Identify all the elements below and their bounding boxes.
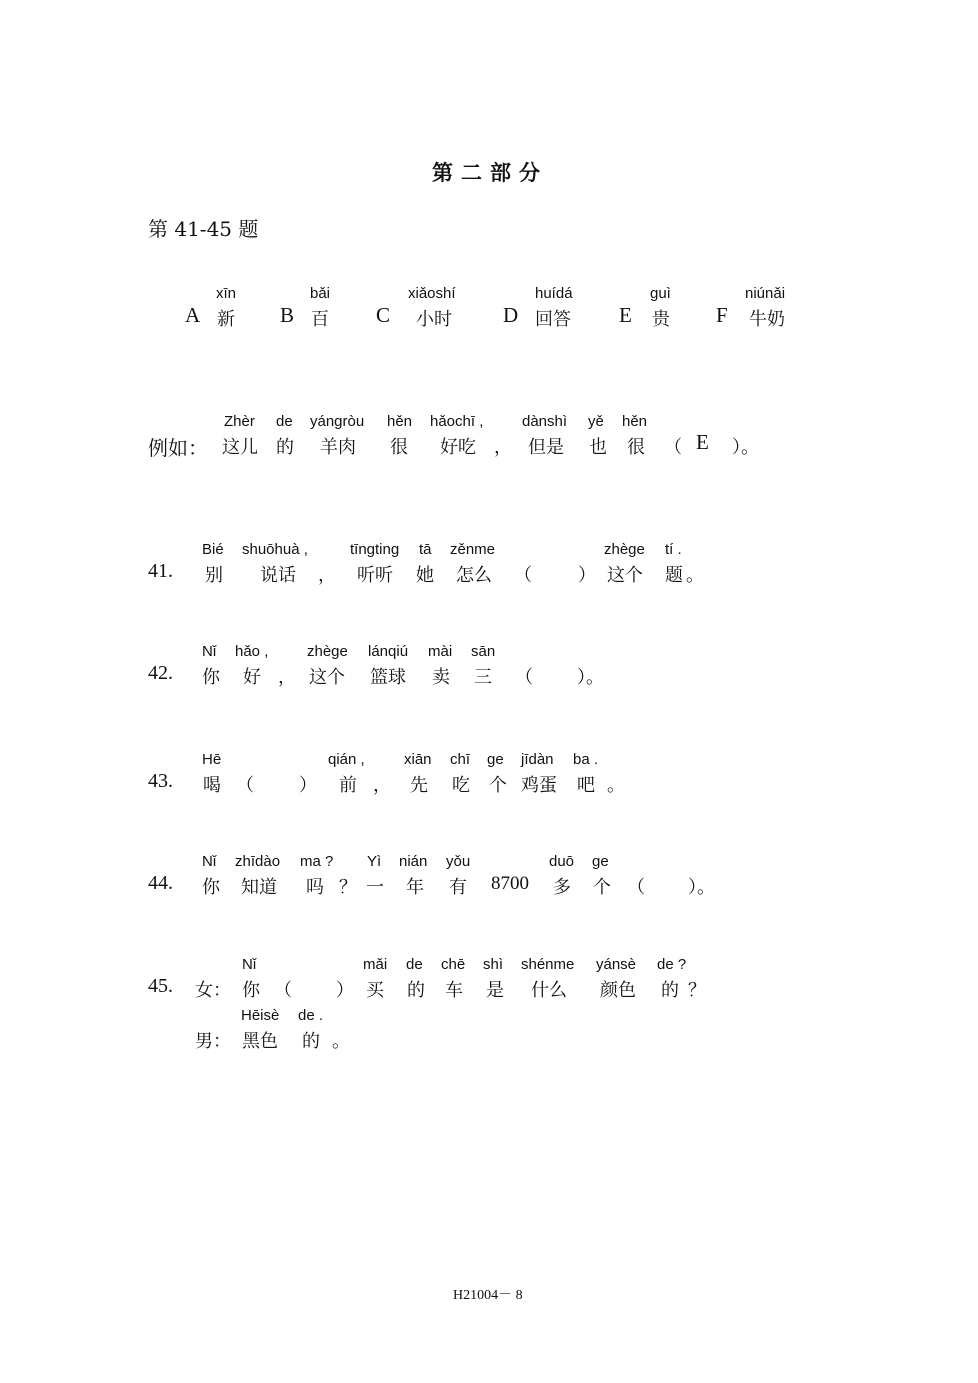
pinyin: mǎi	[363, 956, 388, 973]
word: 买	[366, 980, 384, 1001]
option-letter: D	[503, 303, 519, 327]
word: 你	[202, 667, 220, 688]
word: 的	[302, 1031, 320, 1052]
option-text: 贵	[652, 309, 670, 330]
word: 。	[686, 565, 704, 586]
question-number: 41.	[148, 560, 173, 582]
pinyin: dànshì	[522, 413, 568, 430]
word: 这儿	[222, 437, 258, 458]
word: 是	[486, 980, 504, 1001]
word: （	[236, 775, 254, 796]
question-number: 42.	[148, 662, 173, 684]
word: 的	[276, 437, 294, 458]
word: ）	[578, 565, 596, 586]
pinyin: chī	[450, 751, 471, 768]
word: 一	[366, 877, 384, 898]
word: 听听	[357, 565, 393, 586]
pinyin: zhège	[307, 643, 348, 660]
word: 好吃	[440, 437, 476, 458]
question-number: 45.	[148, 975, 173, 997]
word: 先	[410, 775, 428, 796]
pinyin: chē	[441, 956, 466, 973]
word: ，	[494, 437, 512, 458]
pinyin: Nǐ	[202, 643, 217, 660]
word: 她	[416, 565, 434, 586]
option-text: 牛奶	[749, 309, 785, 330]
word: 很	[627, 437, 645, 458]
word: ）。	[732, 437, 759, 458]
word: 吃	[452, 775, 470, 796]
pinyin: ge	[487, 751, 504, 768]
word: 三	[474, 667, 492, 688]
pinyin: jīdàn	[521, 751, 554, 768]
pinyin: zěnme	[450, 541, 496, 558]
word: ，	[373, 775, 391, 796]
pinyin: shì	[483, 956, 504, 973]
speaker-female: 女：	[195, 980, 231, 1001]
word: 的	[661, 980, 679, 1001]
word: 吧	[577, 775, 595, 796]
word: 。	[332, 1031, 350, 1052]
pinyin: hǎo ,	[235, 643, 269, 660]
pinyin: Nǐ	[202, 853, 217, 870]
word: 也	[589, 437, 607, 458]
word: 8700	[491, 873, 529, 894]
word: 题	[665, 565, 683, 586]
option-pinyin: bǎi	[310, 285, 331, 302]
word: 什么	[531, 980, 567, 1001]
word: 篮球	[370, 667, 406, 688]
word: 个	[593, 877, 611, 898]
word: 很	[390, 437, 408, 458]
word: 多	[553, 877, 571, 898]
word: （	[515, 667, 533, 688]
word: ，	[278, 667, 296, 688]
question-number: 44.	[148, 872, 173, 894]
pinyin: yǒu	[446, 853, 471, 870]
word: 吗	[306, 877, 324, 898]
word: 喝	[203, 775, 221, 796]
word: 前	[339, 775, 357, 796]
pinyin: yánsè	[596, 956, 637, 973]
pinyin: mài	[428, 643, 453, 660]
word: 别	[205, 565, 223, 586]
pinyin: Nǐ	[242, 956, 257, 973]
option-pinyin: xīn	[216, 285, 237, 302]
word: 这个	[309, 667, 345, 688]
word: 有	[449, 877, 467, 898]
word: 知道	[241, 877, 277, 898]
pinyin: ba .	[573, 751, 599, 768]
pinyin: de .	[298, 1007, 324, 1024]
word: （	[664, 437, 682, 458]
pinyin: Hēisè	[241, 1007, 280, 1024]
word: ，	[318, 565, 336, 586]
option-letter: A	[185, 303, 201, 327]
option-text: 新	[217, 309, 235, 330]
pinyin: de	[276, 413, 293, 430]
word: 好	[243, 667, 261, 688]
word: （	[514, 565, 532, 586]
pinyin: sān	[471, 643, 496, 660]
word: 。	[607, 775, 625, 796]
pinyin: Zhèr	[224, 413, 255, 430]
pinyin: Bié	[202, 541, 224, 558]
pinyin: hǎochī ,	[430, 413, 484, 430]
pinyin: shénme	[521, 956, 575, 973]
pinyin: duō	[549, 853, 575, 870]
option-pinyin: guì	[650, 285, 671, 302]
word: ）。	[688, 877, 715, 898]
pinyin: yě	[588, 413, 604, 430]
word: 这个	[607, 565, 643, 586]
word: ）。	[577, 667, 604, 688]
word: 年	[406, 877, 424, 898]
example-answer: E	[696, 430, 709, 454]
section-title: 第二部分	[432, 160, 548, 185]
pinyin: tí .	[665, 541, 682, 558]
page-footer: H21004－ 8	[453, 1288, 523, 1303]
pinyin: tā	[419, 541, 432, 558]
word: （	[274, 980, 292, 1001]
option-text: 百	[311, 309, 329, 330]
pinyin: hěn	[387, 413, 413, 430]
option-letter: C	[376, 303, 391, 327]
word: 卖	[432, 667, 450, 688]
question-number: 43.	[148, 770, 173, 792]
pinyin: nián	[399, 853, 428, 870]
pinyin: tīngting	[350, 541, 400, 558]
pinyin: yángròu	[310, 413, 365, 430]
word: ？	[688, 980, 706, 1001]
word: 车	[445, 980, 463, 1001]
option-pinyin: huídá	[535, 285, 573, 302]
word: 羊肉	[320, 437, 356, 458]
pinyin: Hē	[202, 751, 222, 768]
pinyin: ma ?	[300, 853, 334, 870]
option-letter: B	[280, 303, 295, 327]
option-text: 回答	[535, 309, 571, 330]
pinyin: xiān	[404, 751, 432, 768]
pinyin: de ?	[657, 956, 687, 973]
pinyin: Yì	[367, 853, 382, 870]
pinyin: de	[406, 956, 423, 973]
speaker-male: 男：	[195, 1031, 231, 1052]
pinyin: lánqiú	[368, 643, 409, 660]
word: 鸡蛋	[521, 775, 557, 796]
option-text: 小时	[416, 309, 452, 330]
word: ？	[339, 877, 357, 898]
example-label: 例如：	[148, 436, 208, 460]
pinyin: zhège	[604, 541, 645, 558]
word: （	[627, 877, 645, 898]
word: 颜色	[600, 980, 636, 1001]
word: 黑色	[242, 1031, 278, 1052]
word: 你	[202, 877, 220, 898]
option-pinyin: niúnǎi	[745, 285, 786, 302]
word: 的	[407, 980, 425, 1001]
word: 但是	[528, 437, 564, 458]
pinyin: ge	[592, 853, 609, 870]
pinyin: qián ,	[328, 751, 365, 768]
pinyin: hěn	[622, 413, 648, 430]
pinyin: shuōhuà ,	[242, 541, 308, 558]
word: ）	[299, 775, 317, 796]
option-letter: F	[716, 303, 728, 327]
option-letter: E	[619, 303, 632, 327]
word: 说话	[260, 565, 296, 586]
question-range: 第 41-45 题	[148, 217, 259, 241]
word: 你	[242, 980, 260, 1001]
pinyin: zhīdào	[235, 853, 281, 870]
option-pinyin: xiǎoshí	[408, 285, 456, 302]
word: 怎么	[456, 565, 492, 586]
word: ）	[336, 980, 354, 1001]
word: 个	[489, 775, 507, 796]
